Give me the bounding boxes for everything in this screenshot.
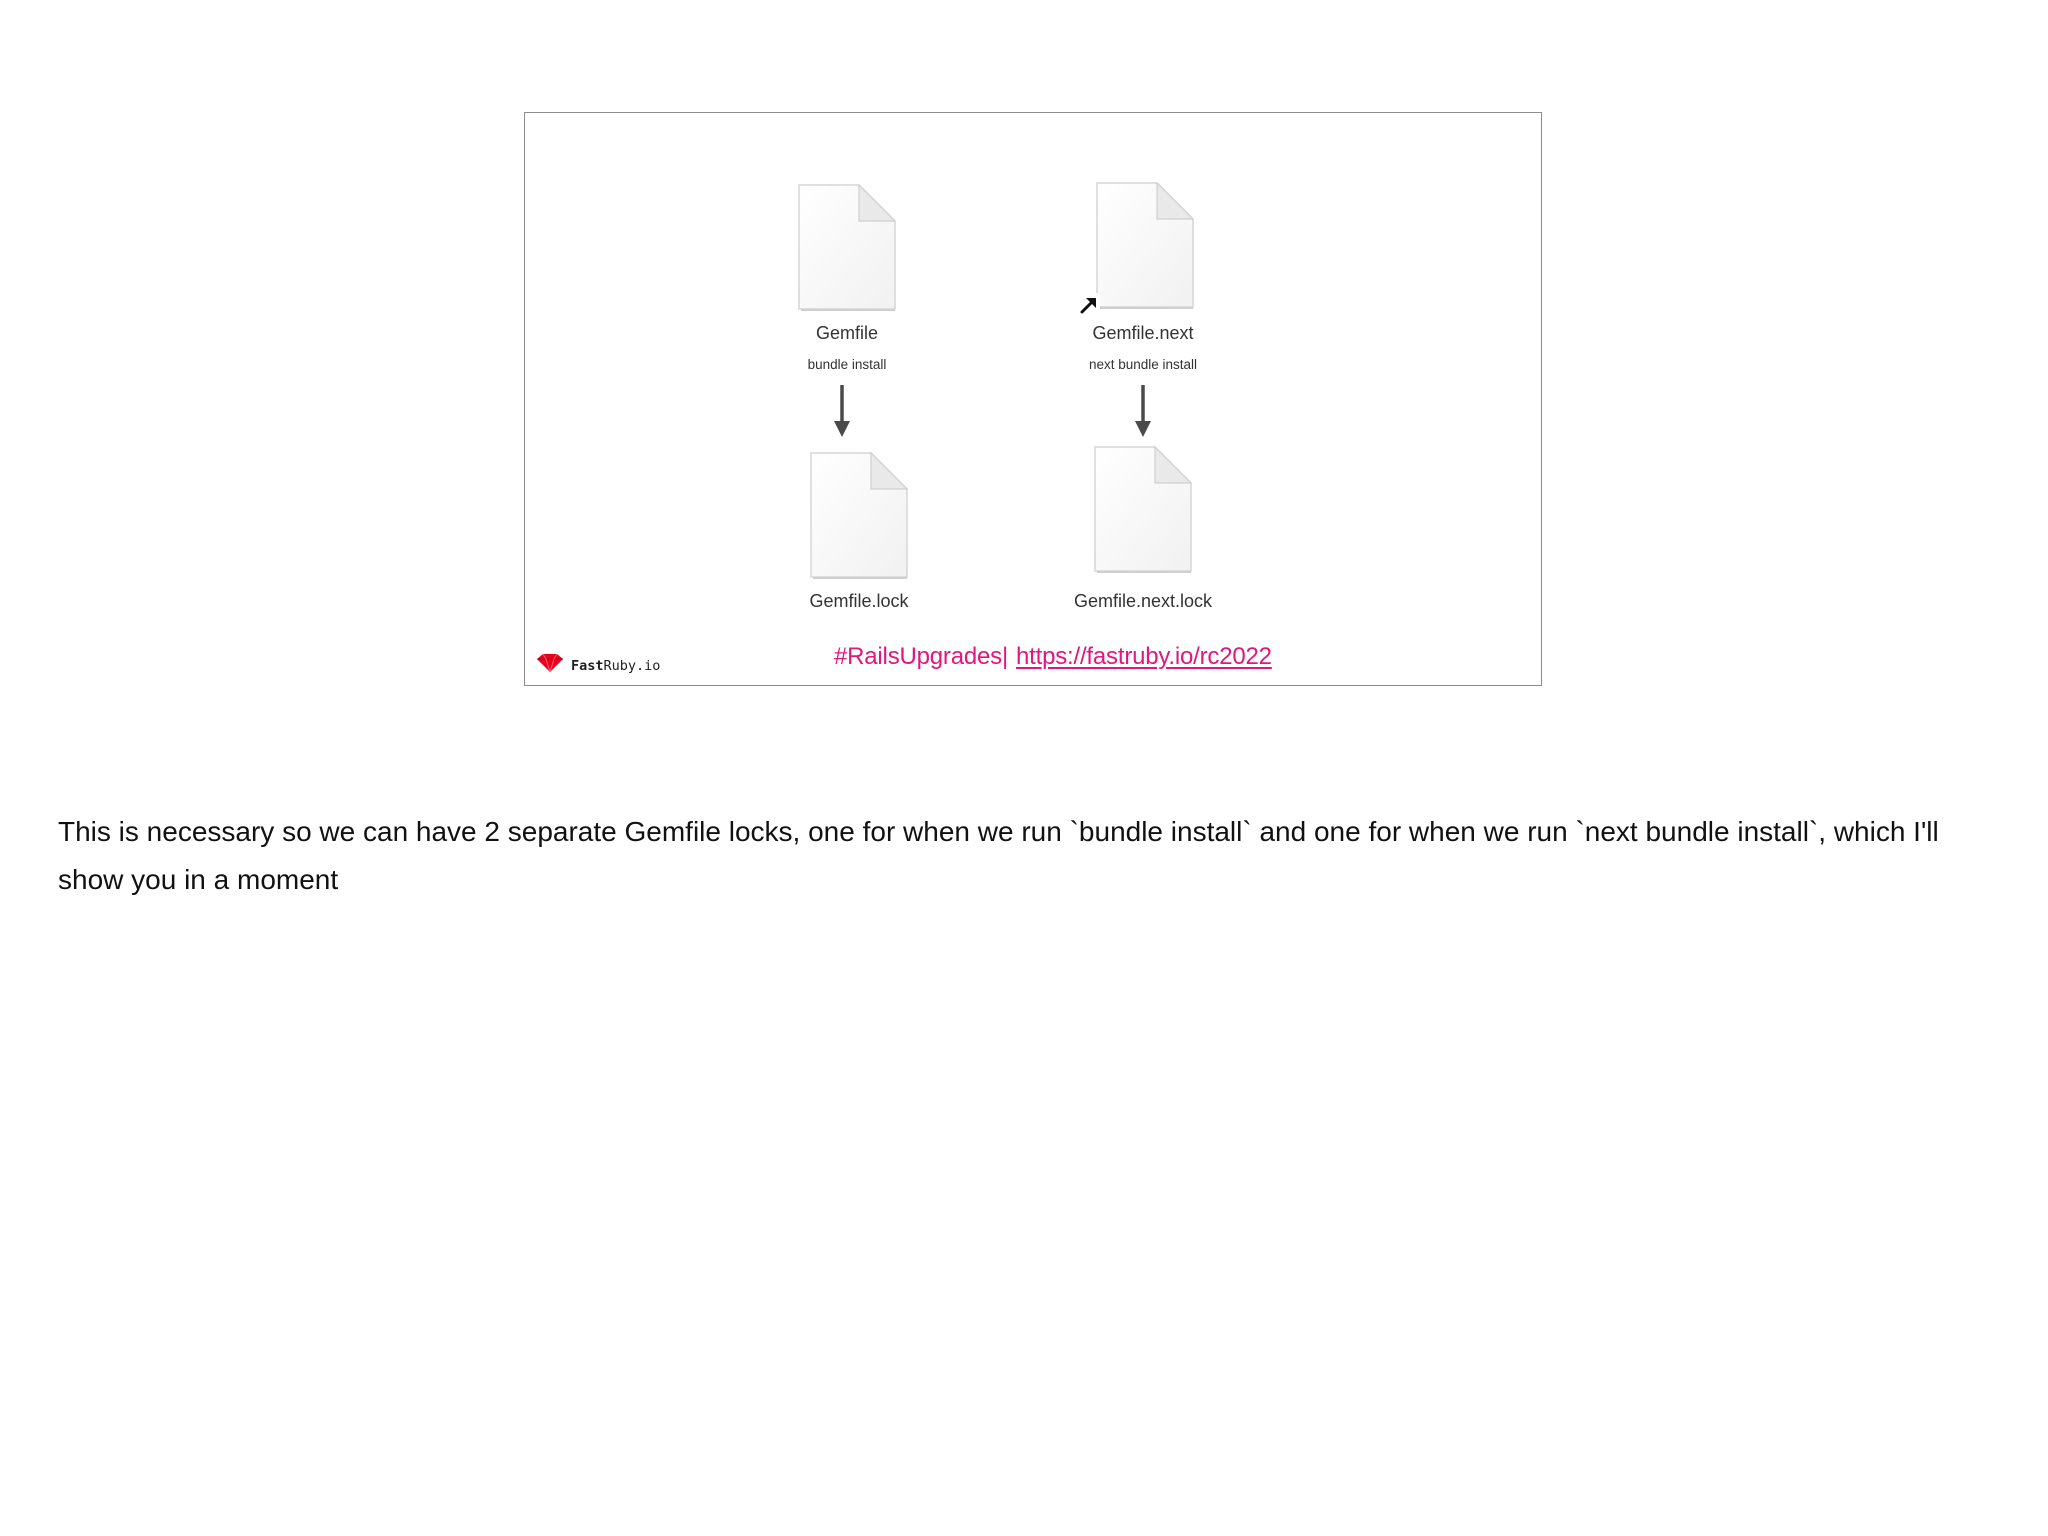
hashtag-text: #RailsUpgrades| (834, 643, 1008, 670)
slide-image (524, 112, 1542, 686)
file-label-gemfile-next-lock: Gemfile.next.lock (1073, 591, 1213, 611)
slide-footer (834, 643, 1272, 671)
brand-name: FastRuby.io (571, 657, 661, 674)
brand-logo (535, 653, 660, 678)
alias-arrow-icon (1078, 293, 1100, 320)
command-label-next-bundle-install: next bundle install (1088, 357, 1198, 372)
command-label-bundle-install: bundle install (807, 357, 887, 372)
ruby-gem-icon (535, 653, 565, 678)
footer-link[interactable]: https://fastruby.io/rc2022 (1016, 643, 1272, 670)
document-icon-gemfile (795, 183, 899, 313)
down-arrow-icon-left (833, 383, 851, 444)
file-label-gemfile-next: Gemfile.next (1092, 323, 1194, 343)
down-arrow-icon-right (1134, 383, 1152, 444)
file-label-gemfile: Gemfile (815, 323, 879, 343)
presenter-notes: This is necessary so we can have 2 separate Gemfile locks, one for when we run `bundle install` and one for when we run `next bundle install`, which I'll show you in a moment (58, 816, 1939, 895)
document-icon-gemfile-next (1093, 181, 1197, 311)
file-label-gemfile-lock: Gemfile.lock (809, 591, 909, 611)
document-icon-gemfile-lock (807, 451, 911, 581)
document-icon-gemfile-next-lock (1091, 445, 1195, 575)
